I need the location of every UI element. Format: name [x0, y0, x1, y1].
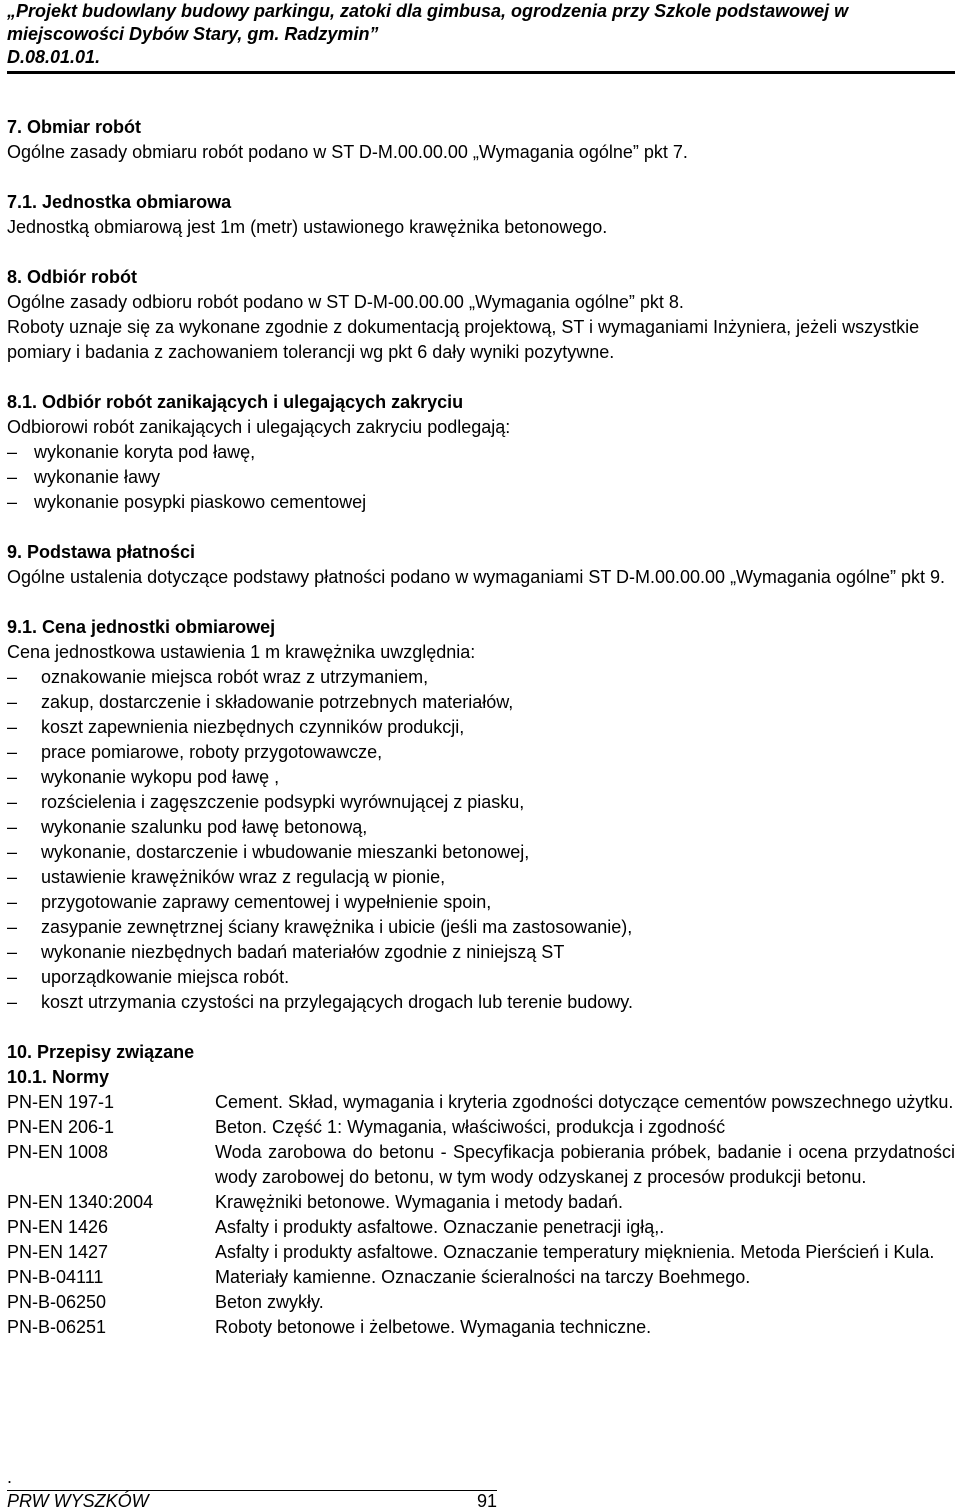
list-item: – wykonanie wykopu pod ławę ,	[7, 765, 955, 790]
list-item: – uporządkowanie miejsca robót.	[7, 965, 955, 990]
norm-row	[7, 1265, 955, 1290]
norm-row	[7, 1215, 955, 1240]
section-8-1-intro: Odbiorowi robót zanikających i ulegających zakryciu podlegają:	[7, 417, 511, 437]
footer-org-name: PRW WYSZKÓW	[7, 1491, 149, 1511]
page-number: 91	[477, 1491, 498, 1511]
section-7-text: Ogólne zasady obmiaru robót podano w ST D-M.00.00.00 „Wymagania ogólne” pkt 7.	[7, 142, 688, 162]
list-item: – koszt zapewnienia niezbędnych czynników produkcji,	[7, 715, 955, 740]
list-item: – przygotowanie zaprawy cementowej i wypełnienie spoin,	[7, 890, 955, 915]
norm-code: PN-EN 1008	[7, 1142, 109, 1162]
norm-row	[7, 1140, 955, 1190]
norm-description: Beton zwykły.	[215, 1292, 324, 1312]
norm-description: Asfalty i produkty asfaltowe. Oznaczanie penetracji igłą,.	[215, 1217, 665, 1237]
norm-code: PN-EN 197-1	[7, 1092, 115, 1112]
section-8-title: 8. Odbiór robót	[7, 267, 137, 287]
norm-code: PN-EN 1340:2004	[7, 1192, 154, 1212]
section-8-1-list	[7, 440, 955, 515]
section-10-title: 10. Przepisy związane	[7, 1042, 195, 1062]
norm-description: Krawężniki betonowe. Wymagania i metody badań.	[215, 1192, 624, 1212]
norm-description: Roboty betonowe i żelbetowe. Wymagania techniczne.	[215, 1317, 652, 1337]
norm-row	[7, 1290, 955, 1315]
header-line-2: miejscowości Dybów Stary, gm. Radzymin”	[7, 24, 379, 44]
norm-description: Asfalty i produkty asfaltowe. Oznaczanie temperatury mięknienia. Metoda Pierścień i Kula.	[215, 1242, 935, 1262]
section-8-1-title: 8.1. Odbiór robót zanikających i ulegających zakryciu	[7, 392, 464, 412]
list-item: – wykonanie, dostarczenie i wbudowanie mieszanki betonowej,	[7, 840, 955, 865]
section-9-1-title: 9.1. Cena jednostki obmiarowej	[7, 617, 276, 637]
section-9-title: 9. Podstawa płatności	[7, 542, 196, 562]
list-item: – prace pomiarowe, roboty przygotowawcze,	[7, 740, 955, 765]
list-item: – zasypanie zewnętrznej ściany krawężnika i ubicie (jeśli ma zastosowanie),	[7, 915, 955, 940]
norm-code: PN-EN 206-1	[7, 1117, 115, 1137]
section-7-title: 7. Obmiar robót	[7, 117, 142, 137]
header-line-1: „Projekt budowlany budowy parkingu, zatoki dla gimbusa, ogrodzenia przy Szkole podstawowej w	[7, 1, 849, 21]
norms-list	[7, 1090, 955, 1340]
norm-description: Beton. Część 1: Wymagania, właściwości, produkcja i zgodność	[215, 1117, 726, 1137]
list-item: – wykonanie niezbędnych badań materiałów zgodnie z niniejszą ST	[7, 940, 955, 965]
norm-row	[7, 1240, 955, 1265]
norm-code: PN-B-06251	[7, 1317, 107, 1337]
stray-dot: .	[7, 1467, 13, 1487]
norm-code: PN-EN 1426	[7, 1217, 109, 1237]
list-item: – wykonanie posypki piaskowo cementowej	[7, 490, 955, 515]
norm-row	[7, 1115, 955, 1140]
list-item: – rozścielenia i zagęszczenie podsypki wyrównującej z piasku,	[7, 790, 955, 815]
list-item: – wykonanie ławy	[7, 465, 955, 490]
norm-row	[7, 1315, 955, 1340]
page-header	[7, 0, 955, 74]
section-7-1-title: 7.1. Jednostka obmiarowa	[7, 192, 232, 212]
section-8-text-1: Ogólne zasady odbioru robót podano w ST D-M-00.00.00 „Wymagania ogólne” pkt 8.	[7, 292, 684, 312]
section-9-text: Ogólne ustalenia dotyczące podstawy płatności podano w wymaganiami ST D-M.00.00.00 „Wymagania ogólne” pkt 9.	[7, 567, 946, 587]
list-item: – wykonanie szalunku pod ławę betonową,	[7, 815, 955, 840]
header-spec-code: D.08.01.01.	[7, 47, 101, 67]
norm-description: Cement. Skład, wymagania i kryteria zgodności dotyczące cementów powszechnego użytku.	[215, 1092, 954, 1112]
section-7-1-text: Jednostką obmiarową jest 1m (metr) ustawionego krawężnika betonowego.	[7, 217, 608, 237]
norm-description: Woda zarobowa do betonu - Specyfikacja pobierania próbek, badanie i ocena przydatności wody zarobowej do betonu, w tym wody odzyskanej z procesów produkcji betonu.	[215, 1142, 955, 1187]
list-item: – oznakowanie miejsca robót wraz z utrzymaniem,	[7, 665, 955, 690]
norm-code: PN-B-04111	[7, 1267, 104, 1287]
list-item: – ustawienie krawężników wraz z regulacją w pionie,	[7, 865, 955, 890]
norm-code: PN-B-06250	[7, 1292, 107, 1312]
list-item: – zakup, dostarczenie i składowanie potrzebnych materiałów,	[7, 690, 955, 715]
document-body	[7, 115, 955, 1340]
norm-description: Materiały kamienne. Oznaczanie ścieralności na tarczy Boehmego.	[215, 1267, 751, 1287]
section-8-text-2: Roboty uznaje się za wykonane zgodnie z dokumentacją projektową, ST i wymaganiami Inżyniera, jeżeli wszystkie pomiary i badania z zachowaniem tolerancji wg pkt 6 dały wyniki pozytywne.	[7, 317, 920, 362]
list-item: – koszt utrzymania czystości na przylegających drogach lub terenie budowy.	[7, 990, 955, 1015]
norm-row	[7, 1190, 955, 1215]
section-9-1-intro: Cena jednostkowa ustawienia 1 m krawężnika uwzględnia:	[7, 642, 476, 662]
norm-code: PN-EN 1427	[7, 1242, 109, 1262]
section-9-1-list	[7, 665, 955, 1015]
list-item: – wykonanie koryta pod ławę,	[7, 440, 955, 465]
section-10-1-title: 10.1. Normy	[7, 1067, 110, 1087]
norm-row	[7, 1090, 955, 1115]
page-footer	[7, 1490, 497, 1511]
